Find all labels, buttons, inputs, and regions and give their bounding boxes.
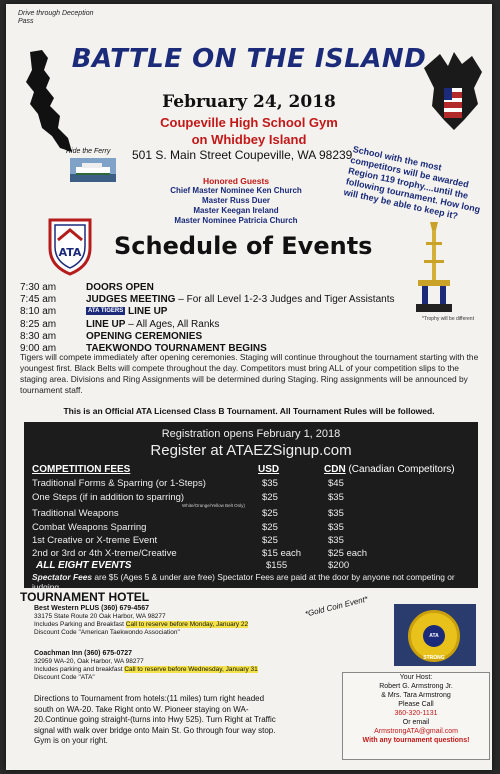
honored-guest: Master Nominee Patricia Church	[174, 216, 298, 225]
schedule-event: DOORS OPEN	[86, 282, 154, 293]
official-notice: This is an Official ATA Licensed Class B Tournament. All Tournament Rules will be followed.	[63, 406, 435, 416]
hotel-includes	[34, 666, 294, 674]
registration-fees-panel	[24, 422, 478, 592]
hotel-call-highlight: Call to reserve before Monday, January 22	[125, 621, 249, 628]
gold-coin	[408, 610, 460, 662]
ferry-label: Ride the Ferry	[66, 148, 111, 155]
hotel-includes	[34, 621, 294, 629]
fee-cdn: $200	[328, 560, 350, 571]
schedule-event: JUDGES MEETING	[86, 294, 176, 305]
fee-row	[32, 492, 472, 508]
hotel-discount: Discount Code "ATA"	[34, 674, 95, 681]
fee-usd: $15 each	[262, 548, 302, 559]
fee-note: White/Orange/Yellow Belt Only)	[182, 503, 245, 508]
schedule-row	[20, 306, 167, 317]
hotel-includes-text: Includes parking and breakfast	[34, 666, 123, 673]
poster-title: BATTLE ON THE ISLAND	[71, 44, 427, 74]
schedule-title: Schedule of Events	[114, 232, 373, 260]
hotel-block	[34, 605, 294, 637]
hotel-name: Coachman Inn (360) 675-0727	[34, 650, 133, 657]
schedule-detail: – For all Level 1-2-3 Judges and Tiger Assistants	[175, 294, 395, 305]
ata-tigers-badge: ATA TIGERS	[88, 308, 124, 315]
schedule-time: 8:10 am	[20, 306, 57, 317]
fee-usd: $35	[262, 478, 278, 489]
gold-coin-event: *Gold Coin Event*	[304, 594, 369, 619]
schedule-time: 7:45 am	[20, 294, 57, 305]
tournament-poster	[6, 4, 492, 770]
cdn-note: (Canadian Competitors)	[345, 464, 455, 475]
host-heading: Your Host:	[399, 674, 433, 681]
fee-usd: $25	[262, 492, 278, 503]
fees-header-name: COMPETITION FEES	[32, 464, 131, 475]
schedule-event: OPENING CEREMONIES	[86, 331, 203, 342]
schedule-row	[20, 294, 394, 305]
spectator-fees	[32, 572, 472, 592]
fee-usd: $155	[266, 560, 288, 571]
host-email: ArmstrongATA@gmail.com	[374, 728, 458, 735]
honored-guests	[116, 176, 356, 226]
schedule-time: 8:25 am	[20, 319, 57, 330]
hotel-address: 33175 State Route 20 Oak Harbor, WA 98277	[34, 613, 166, 620]
registration-site: Register at ATAEZSignup.com	[150, 442, 352, 459]
schedule-row	[20, 331, 202, 342]
schedule-detail: – All Ages, All Ranks	[125, 319, 220, 330]
fee-row	[32, 548, 472, 560]
registration-opens: Registration opens February 1, 2018	[161, 428, 341, 440]
schedule-event: LINE UP	[128, 306, 168, 317]
host-or-email: Or email	[402, 719, 430, 726]
spectator-label: Spectator Fees	[32, 572, 93, 582]
host-phone: 360-320-1131	[394, 710, 438, 717]
fee-name: One Steps (if in addition to sparring)	[32, 492, 185, 503]
fee-cdn: $45	[328, 478, 344, 489]
fee-cdn: $25 each	[328, 548, 368, 559]
fees-header-cdn	[324, 464, 455, 475]
ata-logo	[46, 218, 94, 276]
fee-name: 2nd or 3rd or 4th X-treme/Creative	[32, 548, 177, 559]
host-questions: With any tournament questions!	[362, 737, 470, 744]
venue-line-2: on Whidbey Island	[191, 132, 307, 147]
fee-cdn: $35	[328, 492, 344, 503]
fee-usd: $25	[262, 508, 278, 519]
host-name-2: & Mrs. Tara Armstrong	[381, 692, 451, 699]
honored-guest: Chief Master Nominee Ken Church	[170, 186, 302, 195]
host-name-1: Robert G. Armstrong Jr.	[379, 683, 453, 690]
hotel-address: 32959 WA-20, Oak Harbor, WA 98277	[34, 658, 144, 665]
fees-header-usd: USD	[258, 464, 280, 475]
fee-name: Traditional Weapons	[32, 508, 119, 519]
schedule-row	[20, 282, 154, 293]
venue-address: 501 S. Main Street Coupeville, WA 98239	[132, 148, 353, 162]
venue	[6, 114, 492, 148]
hotel-includes-text: Includes Parking and Breakfast	[34, 621, 124, 628]
fee-usd: $25	[262, 535, 278, 546]
cdn-label: CDN	[324, 464, 346, 475]
fee-name: Combat Weapons Sparring	[32, 522, 147, 533]
schedule-time: 8:30 am	[20, 331, 57, 342]
school-trophy-note: School with the most competitors will be awarded Region 119 trophy....until the following tournament. How long will they be able to keep it?	[342, 144, 482, 222]
schedule-time: 7:30 am	[20, 282, 57, 293]
schedule-row	[20, 319, 219, 330]
hotel-title: TOURNAMENT HOTEL	[20, 590, 150, 604]
fee-row	[32, 478, 472, 492]
trophy-note: *Trophy will be different	[422, 316, 474, 322]
coin-label: ATA STRONG	[423, 625, 445, 647]
fee-cdn: $35	[328, 508, 344, 519]
honored-guest: Master Keegan Ireland	[193, 206, 279, 215]
fee-name: 1st Creative or X-treme Event	[32, 535, 158, 546]
trophy-image	[412, 220, 456, 316]
honored-guests-heading: Honored Guests	[202, 176, 270, 186]
fee-row	[32, 535, 472, 549]
ferry-photo	[70, 158, 116, 182]
hotel-name: Best Western PLUS (360) 679-4567	[34, 605, 150, 612]
gold-coin-photo	[394, 604, 476, 666]
schedule-event: LINE UP	[86, 319, 126, 330]
schedule-event: TAEKWONDO TOURNAMENT BEGINS	[86, 343, 267, 354]
fee-cdn: $35	[328, 522, 344, 533]
hotel-call-highlight: Call to reserve before Wednesday, January 31	[124, 666, 258, 673]
deception-pass-note: Drive through Deception Pass	[18, 10, 94, 25]
venue-line-1: Coupeville High School Gym	[160, 115, 338, 130]
fee-row	[32, 508, 472, 522]
staging-paragraph: Tigers will compete immediately after opening ceremonies. Staging will continue throughout the tournament starting with the youngest first. Black Belts will compete throughout the day. Competitors must bring ALL of your competition slips to the staging area. Divisions and Ring Assignments will be determined during Staging. Ring assignments will be announced by tournament staff.	[20, 352, 479, 395]
hotel-discount: Discount Code "American Taekwondo Association"	[34, 629, 180, 636]
host-contact-box	[342, 672, 490, 760]
fee-row	[32, 522, 472, 536]
spectator-text: are $5 (Ages 5 & under are free) Spectator Fees are paid at the door by anyone not competing or judging.	[32, 572, 455, 592]
fee-name: Traditional Forms & Sparring (or 1-Steps)	[32, 478, 206, 489]
honored-guest: Master Russ Duer	[201, 196, 271, 205]
fee-cdn: $35	[328, 535, 344, 546]
fee-usd: $25	[262, 522, 278, 533]
hotel-block	[34, 650, 294, 682]
directions: Directions to Tournament from hotels:(11 miles) turn right headed south on WA-20. Take Right onto W. Pioneer staying on WA-20.Continue going straight-(turns into Hwy 525). Turn Right at Traffic signal with walk over bridge onto Main St. Go through four way stop. Gym is on your right.	[34, 694, 276, 745]
schedule-time: 9:00 am	[20, 343, 57, 354]
svg-text:ATA: ATA	[58, 246, 82, 259]
fee-name: ALL EIGHT EVENTS	[36, 560, 132, 571]
host-call: Please Call	[398, 701, 434, 708]
event-date: February 24, 2018	[162, 92, 336, 112]
